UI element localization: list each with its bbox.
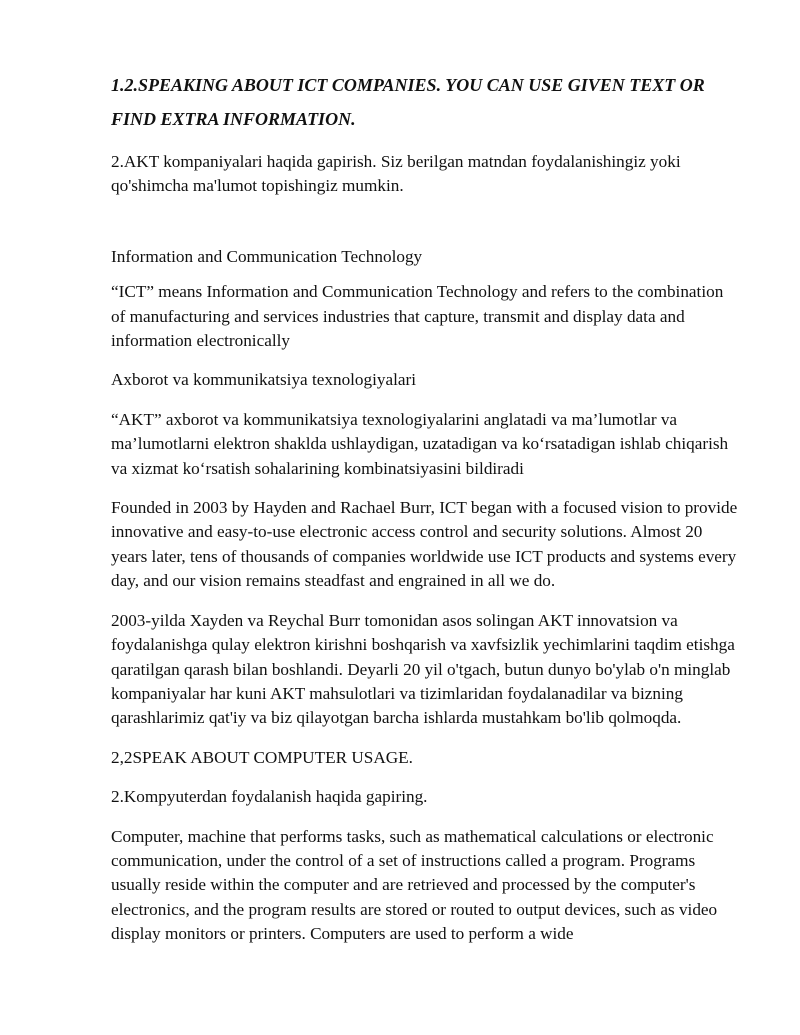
paragraph-computer-usage-uzbek: 2.Kompyuterdan foydalanish haqida gapiring.	[111, 787, 428, 807]
paragraph-akt-title: Axborot va kommunikatsiya texnologiyalari	[111, 370, 417, 390]
paragraph-ict-title: Information and Communication Technology	[111, 246, 423, 266]
section-heading-ict-companies: 1.2.SPEAKING ABOUT ICT COMPANIES. YOU CAN USE GIVEN TEXT OR FIND EXTRA INFORMATION.	[111, 75, 705, 129]
paragraph-akt-founded: 2003-yilda Xayden va Reychal Burr tomonidan asos solingan AKT innovatsion va foydalanishga qulay elektron kirishni boshqarish va xavfsizlik yechimlarini taqdim etishga qaratilgan qarash bilan boshlandi. Deyarli 20 yil o'tgach, butun dunyo bo'ylab o'n minglab kompaniyalar har kuni AKT mahsulotlari va tizimlaridan foydalanadilar va bizning qarashlarimiz qat'iy va biz qilayotgan barcha ishlarda mustahkam bo'lib qolmoqda.	[111, 610, 735, 728]
paragraph-ict-founded: Founded in 2003 by Hayden and Rachael Burr, ICT began with a focused vision to provide innovative and easy-to-use electronic access control and security solutions. Almost 20 years later, tens of thousands of companies worldwide use ICT products and systems every day, and our vision remains steadfast and engrained in all we do.	[111, 498, 738, 591]
paragraph-uzbek-task: 2.AKT kompaniyalari haqida gapirish. Siz berilgan matndan foydalanishingiz yoki qo'shimcha ma'lumot topishingiz mumkin.	[111, 152, 681, 196]
paragraph-computer-usage-heading: 2,2SPEAK ABOUT COMPUTER USAGE.	[111, 747, 413, 767]
document-page	[111, 68, 741, 947]
paragraph-akt-definition: “AKT” axborot va kommunikatsiya texnologiyalarini anglatadi va ma’lumotlar va ma’lumotlarni elektron shaklda ushlaydigan, uzatadigan va koʻrsatadigan ishlab chiqarish va xizmat koʻrsatish sohalarining kombinatsiyasini bildiradi	[111, 409, 729, 478]
paragraph-ict-definition: “ICT” means Information and Communication Technology and refers to the combination of manufacturing and services industries that capture, transmit and display data and information electronically	[111, 282, 724, 351]
paragraph-computer-definition: Computer, machine that performs tasks, such as mathematical calculations or electronic communication, under the control of a set of instructions called a program. Programs usually reside within the computer and are retrieved and processed by the computer's electronics, and the program results are stored or routed to output devices, such as video display monitors or printers. Computers are used to perform a wide	[111, 826, 718, 944]
